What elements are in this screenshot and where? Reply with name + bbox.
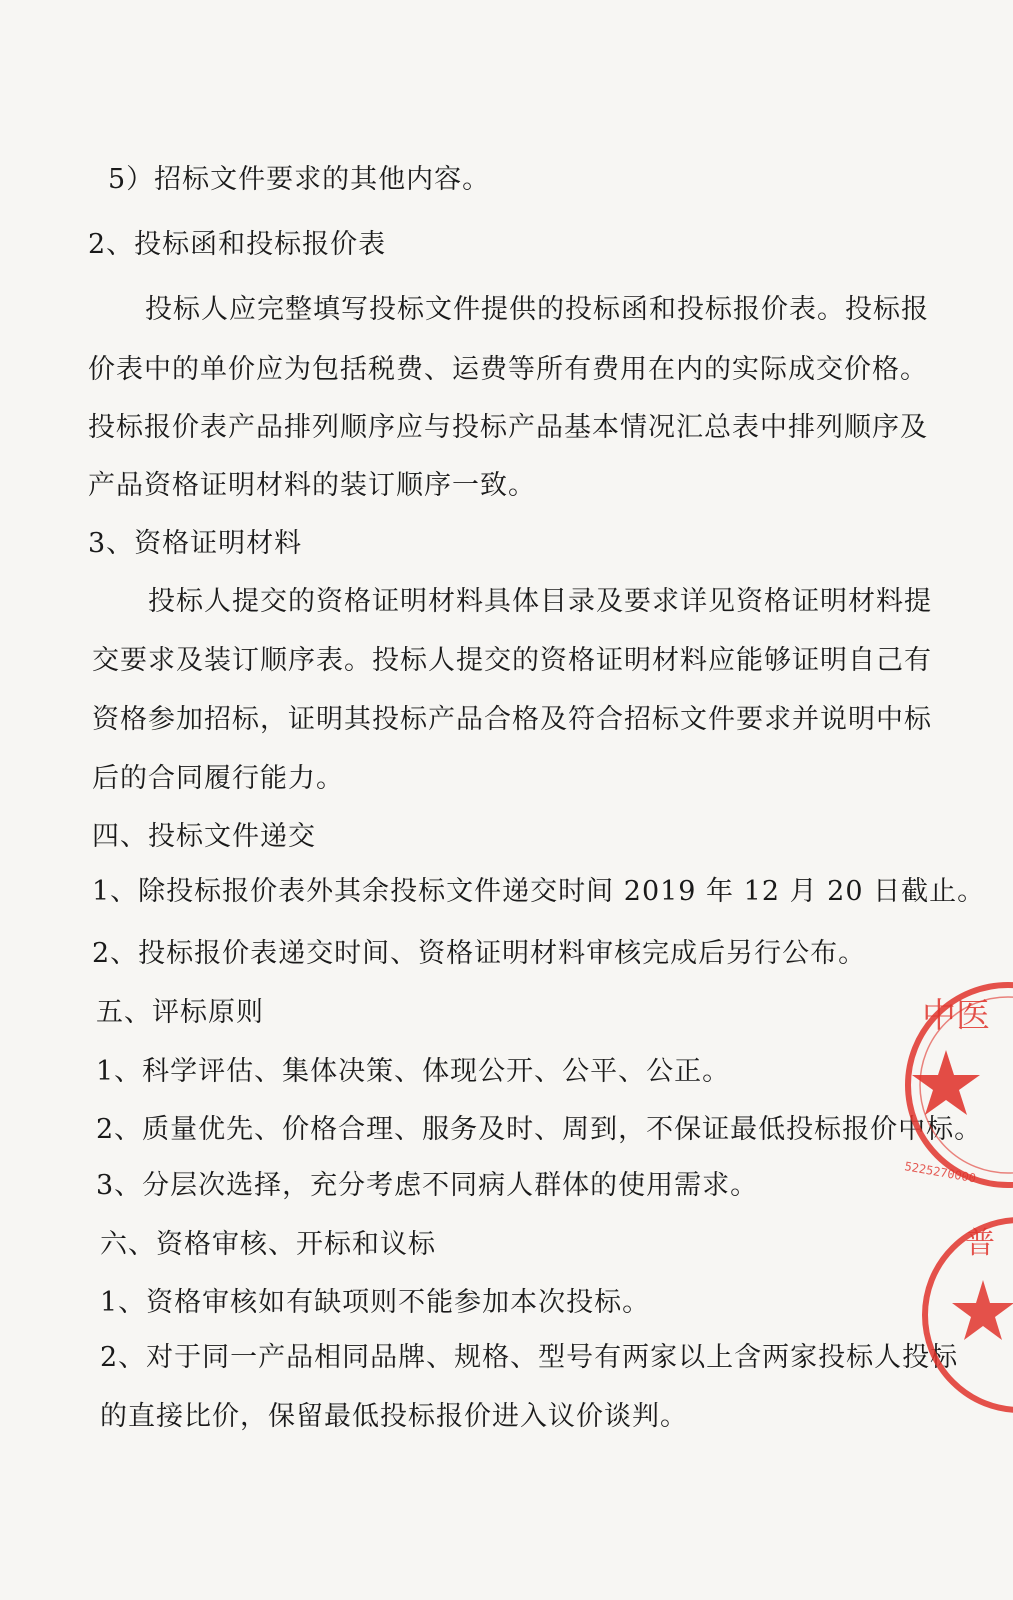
text-line: 后的合同履行能力。 <box>92 763 344 794</box>
stamp-seal-text: 中医 <box>922 996 990 1036</box>
section-heading: 2、投标函和投标报价表 <box>88 229 387 260</box>
text-line: 1、资格审核如有缺项则不能参加本次投标。 <box>100 1287 651 1318</box>
text-line: 3、分层次选择，充分考虑不同病人群体的使用需求。 <box>96 1170 759 1201</box>
text-line: 1、科学评估、集体决策、体现公开、公平、公正。 <box>96 1056 731 1087</box>
text-line: 投标人提交的资格证明材料具体目录及要求详见资格证明材料提 <box>148 586 932 617</box>
section-heading: 四、投标文件递交 <box>92 821 316 852</box>
text-line: 2、对于同一产品相同品牌、规格、型号有两家以上含两家投标人投标 <box>100 1342 959 1373</box>
text-line: 产品资格证明材料的装订顺序一致。 <box>88 470 536 501</box>
text-line: 2、投标报价表递交时间、资格证明材料审核完成后另行公布。 <box>92 938 867 969</box>
section-heading: 五、评标原则 <box>96 997 264 1028</box>
text-line: 价表中的单价应为包括税费、运费等所有费用在内的实际成交价格。 <box>88 354 928 385</box>
section-heading: 六、资格审核、开标和议标 <box>100 1229 436 1260</box>
text-line: 2、质量优先、价格合理、服务及时、周到，不保证最低投标报价中标。 <box>96 1114 983 1145</box>
section-heading: 3、资格证明材料 <box>88 528 303 559</box>
text-line: 投标人应完整填写投标文件提供的投标函和投标报价表。投标报 <box>145 294 929 325</box>
official-seal-stamp <box>880 975 1013 1195</box>
text-line: 1、除投标报价表外其余投标文件递交时间 2019 年 12 月 20 日截止。 <box>92 876 986 907</box>
stamp-seal-text-2: 普 <box>965 1226 995 1261</box>
text-line: 交要求及装订顺序表。投标人提交的资格证明材料应能够证明自己有 <box>92 645 932 676</box>
official-seal-stamp-2 <box>905 1205 1013 1415</box>
text-line: 5）招标文件要求的其他内容。 <box>108 164 491 195</box>
stamp-seal-code: 5225270000 <box>903 1159 978 1186</box>
text-line: 资格参加招标，证明其投标产品合格及符合招标文件要求并说明中标 <box>92 704 932 735</box>
text-line: 投标报价表产品排列顺序应与投标产品基本情况汇总表中排列顺序及 <box>88 412 928 443</box>
text-line: 的直接比价，保留最低投标报价进入议价谈判。 <box>100 1401 688 1432</box>
